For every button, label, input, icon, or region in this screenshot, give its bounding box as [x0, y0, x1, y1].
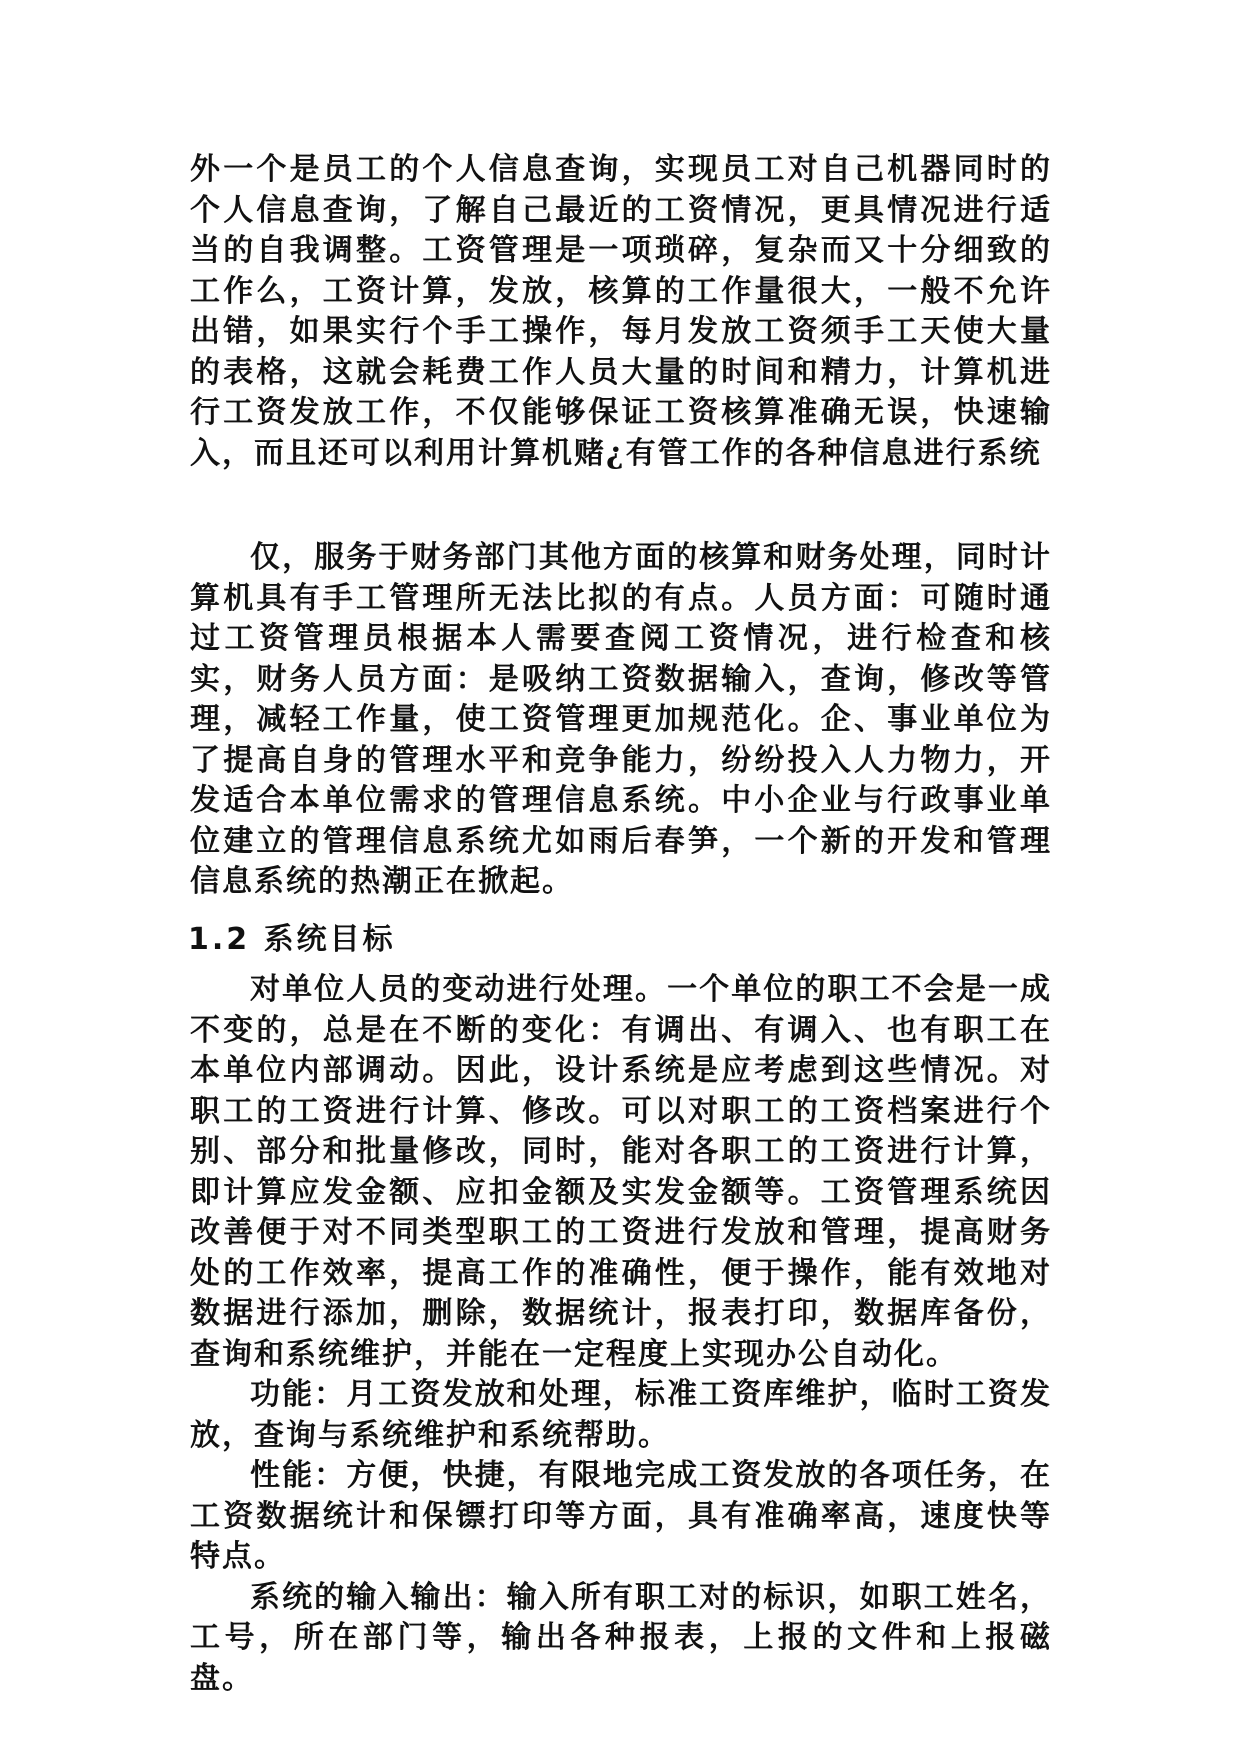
- section-heading: 1.2 系统目标: [188, 922, 396, 957]
- body-paragraph: 功能：月工资发放和处理，标准工资库维护，临时工资发放，查询与系统维护和系统帮助。: [190, 1377, 1052, 1453]
- body-paragraph: 外一个是员工的个人信息查询，实现员工对自己机器同时的个人信息查询，了解自己最近的工资情况，更具情况进行适当的自我调整。工资管理是一项琐碎，复杂而又十分细致的工作么，工资计算，发放，核算的工作量很大，一般不允许出错，如果实行个手工操作，每月发放工资须手工天使大量的表格，这就会耗费工作人员大量的时间和精力，计算机进行工资发放工作，不仅能够保证工资核算准确无误，快速输入，而且还可以利用计算机赌¿有管工作的各种信息进行系统: [190, 152, 1052, 471]
- body-paragraph: 仅，服务于财务部门其他方面的核算和财务处理，同时计算机具有手工管理所无法比拟的有点。人员方面：可随时通过工资管理员根据本人需要查阅工资情况，进行检查和核实，财务人员方面：是吸纳工资数据输入，查询，修改等管理，减轻工作量，使工资管理更加规范化。企、事业单位为了提高自身的管理水平和竞争能力，纷纷投入人力物力，开发适合本单位需求的管理信息系统。中小企业与行政事业单位建立的管理信息系统尤如雨后春笋，一个新的开发和管理信息系统的热潮正在掀起。: [190, 540, 1052, 899]
- intro-paragraph-continued: [190, 538, 1052, 903]
- body-paragraph: 系统的输入输出：输入所有职工对的标识，如职工姓名，工号，所在部门等，输出各种报表，上报的文件和上报磁盘。: [190, 1579, 1052, 1696]
- goals-section-body: [190, 970, 1052, 1699]
- intro-paragraph-tail: [190, 150, 1052, 474]
- body-paragraph: 性能：方便，快捷，有限地完成工资发放的各项任务，在工资数据统计和保镖打印等方面，具有准确率高，速度快等特点。: [190, 1458, 1052, 1574]
- body-paragraph: 对单位人员的变动进行处理。一个单位的职工不会是一成不变的，总是在不断的变化：有调出、有调入、也有职工在本单位内部调动。因此，设计系统是应考虑到这些情况。对职工的工资进行计算、修改。可以对职工的工资档案进行个别、部分和批量修改，同时，能对各职工的工资进行计算，即计算应发金额、应扣金额及实发金额等。工资管理系统因改善便于对不同类型职工的工资进行发放和管理，提高财务处的工作效率，提高工作的准确性，便于操作，能有效地对数据进行添加，删除，数据统计，报表打印，数据库备份，查询和系统维护，并能在一定程度上实现办公自动化。: [190, 972, 1052, 1372]
